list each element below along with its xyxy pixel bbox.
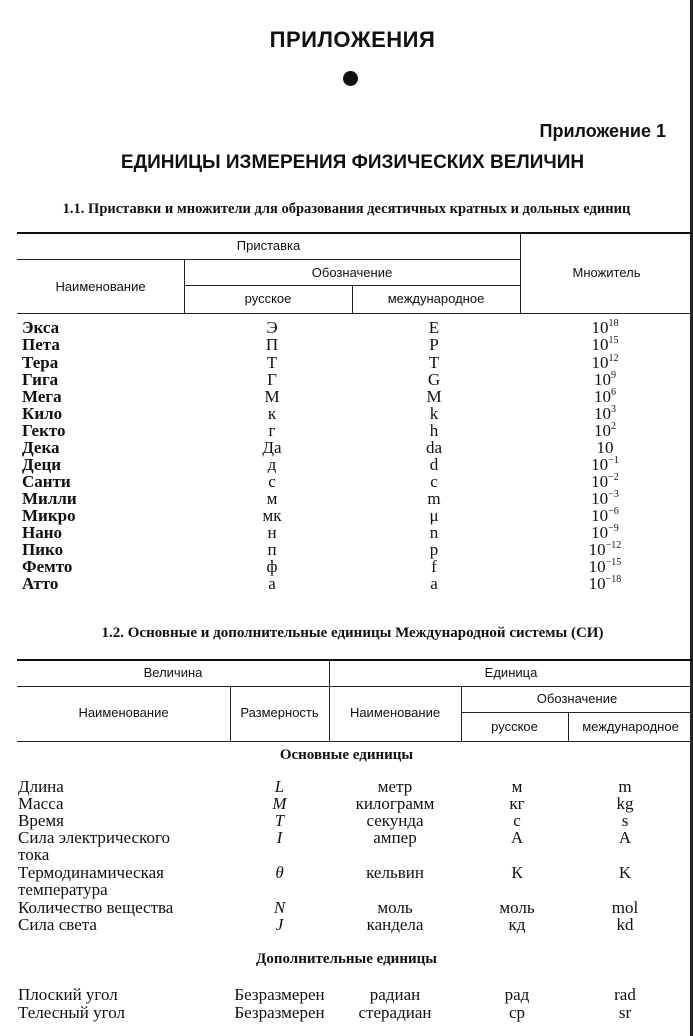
prefix-name: Кило [22,404,63,423]
prefix-name: Тера [22,353,59,372]
unit-ru: кд [508,915,526,934]
unit-ru: рад [504,985,530,1004]
unit-name: секунда [366,811,424,830]
prefix-int: p [429,540,439,559]
quantity-dimension: M [272,794,287,813]
unit-ru: м [511,777,523,796]
prefix-name: Экса [22,318,60,337]
multiplier-base: 10 [591,472,609,491]
multiplier-exponent: −1 [608,455,619,466]
multiplier-base: 10 [591,353,609,372]
unit-int: kg [616,794,634,813]
unit-int: A [618,828,632,847]
header-multiplier: Множитель [572,265,641,280]
unit-int: K [618,863,632,882]
multiplier-base: 10 [591,455,609,474]
prefix-name: Атто [22,574,59,593]
table1-rule [17,259,520,260]
prefix-name: Милли [22,489,77,508]
unit-name: килограмм [355,794,435,813]
unit-int: s [621,811,629,830]
header-international: международное [387,291,485,306]
multiplier-exponent: 15 [608,335,619,346]
header-russian: русское [244,291,292,306]
prefix-multiplier [555,456,655,473]
section-title: ЕДИНИЦЫ ИЗМЕРЕНИЯ ФИЗИЧЕСКИХ ВЕЛИЧИН [120,152,585,173]
multiplier-exponent: −6 [608,506,619,517]
prefix-multiplier [555,319,655,336]
unit-ru: ср [508,1003,526,1022]
quantity-name: Масса [18,794,64,813]
quantity-dimension: T [274,811,285,830]
header-unit-international: международное [582,719,679,734]
prefix-multiplier [555,507,655,524]
quantity-dimension: θ [275,863,284,882]
table2-header-bottom-rule [17,741,693,742]
prefix-ru: м [266,489,278,508]
quantity-dimension: J [275,915,284,934]
prefix-int: μ [429,506,439,525]
multiplier-base: 10 [591,489,609,508]
quantity-dimension: L [274,777,285,796]
unit-ru: с [513,811,521,830]
prefix-name: Фемто [22,557,73,576]
prefix-ru: с [268,472,276,491]
unit-name: метр [377,777,413,796]
unit-name: ампер [373,828,417,847]
prefix-int: P [429,335,439,354]
unit-name: радиан [369,985,421,1004]
prefix-multiplier [555,541,655,558]
prefix-int: M [426,387,442,406]
prefix-ru: п [267,540,277,559]
table2-rule [17,686,693,687]
unit-ru: моль [499,898,535,917]
prefix-name: Деци [22,455,62,474]
prefix-name: Микро [22,506,76,525]
table1-top-rule [17,232,693,234]
prefix-int: k [429,404,439,423]
prefix-ru: к [267,404,277,423]
prefix-ru: г [268,421,276,440]
prefix-int: a [430,574,438,593]
quantity-name: Сила света [18,915,97,934]
header-designation: Обозначение [311,265,393,280]
multiplier-exponent: −3 [608,489,619,500]
prefix-name: Санти [22,472,71,491]
prefix-multiplier [555,490,655,507]
multiplier-base: 10 [588,557,606,576]
prefix-int: T [428,353,440,372]
prefix-name: Дека [22,438,60,457]
multiplier-exponent: 6 [611,387,616,398]
multiplier-exponent: 3 [611,404,616,415]
page-title: ПРИЛОЖЕНИЯ [269,27,436,52]
header-quantity: Величина [143,665,203,680]
multiplier-exponent: −9 [608,523,619,534]
unit-ru: кг [509,794,525,813]
table2-rule [461,712,693,713]
prefix-multiplier [555,473,655,490]
quantity-name: Телесный угол [18,1003,125,1022]
quantity-dimension: N [273,898,286,917]
multiplier-base: 10 [591,523,609,542]
prefix-name: Гига [22,370,59,389]
quantity-name: Термодинамическая температура [18,863,164,899]
multiplier-base: 10 [594,404,611,423]
prefix-int: n [429,523,439,542]
quantity-dimension: Безразмерен [234,1003,325,1022]
group-basic-units: Основные единицы [279,747,414,763]
unit-name: моль [377,898,413,917]
quantity-name: Время [18,811,64,830]
multiplier-base: 10 [596,438,614,457]
header-quantity-name: Наименование [78,705,169,720]
multiplier-base: 10 [588,574,606,593]
prefix-multiplier [555,405,655,422]
multiplier-exponent: 2 [611,421,616,432]
multiplier-base: 10 [594,387,611,406]
header-name: Наименование [55,279,146,294]
header-unit: Единица [484,665,538,680]
prefix-int: E [428,318,440,337]
multiplier-base: 10 [591,506,609,525]
prefix-name: Пико [22,540,64,559]
prefix-multiplier [555,354,655,371]
prefix-multiplier [555,388,655,405]
prefix-name: Пета [22,335,60,354]
quantity-dimension: I [276,828,283,847]
unit-int: rad [614,985,636,1004]
bullet-dot [343,71,358,86]
unit-name: стерадиан [358,1003,432,1022]
prefix-multiplier [555,524,655,541]
prefix-ru: Да [262,438,282,457]
prefix-int: G [427,370,441,389]
header-unit-designation: Обозначение [536,691,618,706]
quantity-name: Сила электрического тока [18,828,171,864]
prefix-multiplier [555,558,655,575]
prefix-multiplier [555,422,655,439]
unit-ru: А [510,828,524,847]
multiplier-base: 10 [591,318,609,337]
prefix-ru: ф [266,557,278,576]
header-unit-russian: русское [491,719,538,734]
multiplier-exponent: −2 [608,472,619,483]
prefix-ru: Э [266,318,278,337]
group-extra-units: Дополнительные единицы [256,951,437,967]
prefix-int: f [431,557,437,576]
table1-header-bottom-rule [17,313,693,314]
prefix-name: Гекто [22,421,66,440]
prefix-name: Нано [22,523,63,542]
prefix-multiplier [555,371,655,388]
prefix-ru: мк [262,506,282,525]
table1-caption: 1.1. Приставки и множители для образования десятичных кратных и дольных единиц [62,201,631,217]
unit-name: кельвин [366,863,424,882]
prefix-ru: П [265,335,279,354]
unit-int: m [618,777,632,796]
prefix-int: m [427,489,441,508]
quantity-dimension: Безразмерен [234,985,325,1004]
multiplier-exponent: −12 [605,540,622,551]
quantity-name: Длина [18,777,64,796]
prefix-multiplier [555,439,655,456]
table2-top-rule [17,659,693,661]
multiplier-exponent: 12 [608,353,619,364]
appendix-label: Приложение 1 [539,121,666,141]
multiplier-base: 10 [588,540,606,559]
prefix-multiplier [555,575,655,592]
quantity-name: Плоский угол [18,985,118,1004]
prefix-ru: Г [267,370,277,389]
multiplier-base: 10 [594,421,611,440]
unit-name: кандела [366,915,424,934]
table2-caption: 1.2. Основные и дополнительные единицы Международной системы (СИ) [101,625,604,641]
quantity-name: Количество вещества [18,898,174,917]
multiplier-base: 10 [591,335,609,354]
multiplier-exponent: 18 [608,318,619,329]
multiplier-base: 10 [594,370,611,389]
unit-ru: К [511,863,523,882]
prefix-ru: М [264,387,280,406]
multiplier-exponent: 9 [611,370,616,381]
prefix-int: h [429,421,439,440]
unit-int: kd [616,915,634,934]
prefix-ru: Т [266,353,278,372]
prefix-int: d [429,455,439,474]
header-dimension: Размерность [240,705,319,720]
unit-int: mol [611,898,639,917]
prefix-ru: д [267,455,277,474]
unit-int: sr [618,1003,632,1022]
multiplier-exponent: −18 [605,574,622,585]
prefix-ru: а [268,574,276,593]
multiplier-exponent: −15 [605,557,622,568]
header-unit-name: Наименование [349,705,441,720]
prefix-ru: н [267,523,277,542]
prefix-name: Мега [22,387,62,406]
header-prefix: Приставка [236,238,301,253]
prefix-multiplier [555,336,655,353]
prefix-int: da [425,438,443,457]
prefix-int: c [430,472,438,491]
